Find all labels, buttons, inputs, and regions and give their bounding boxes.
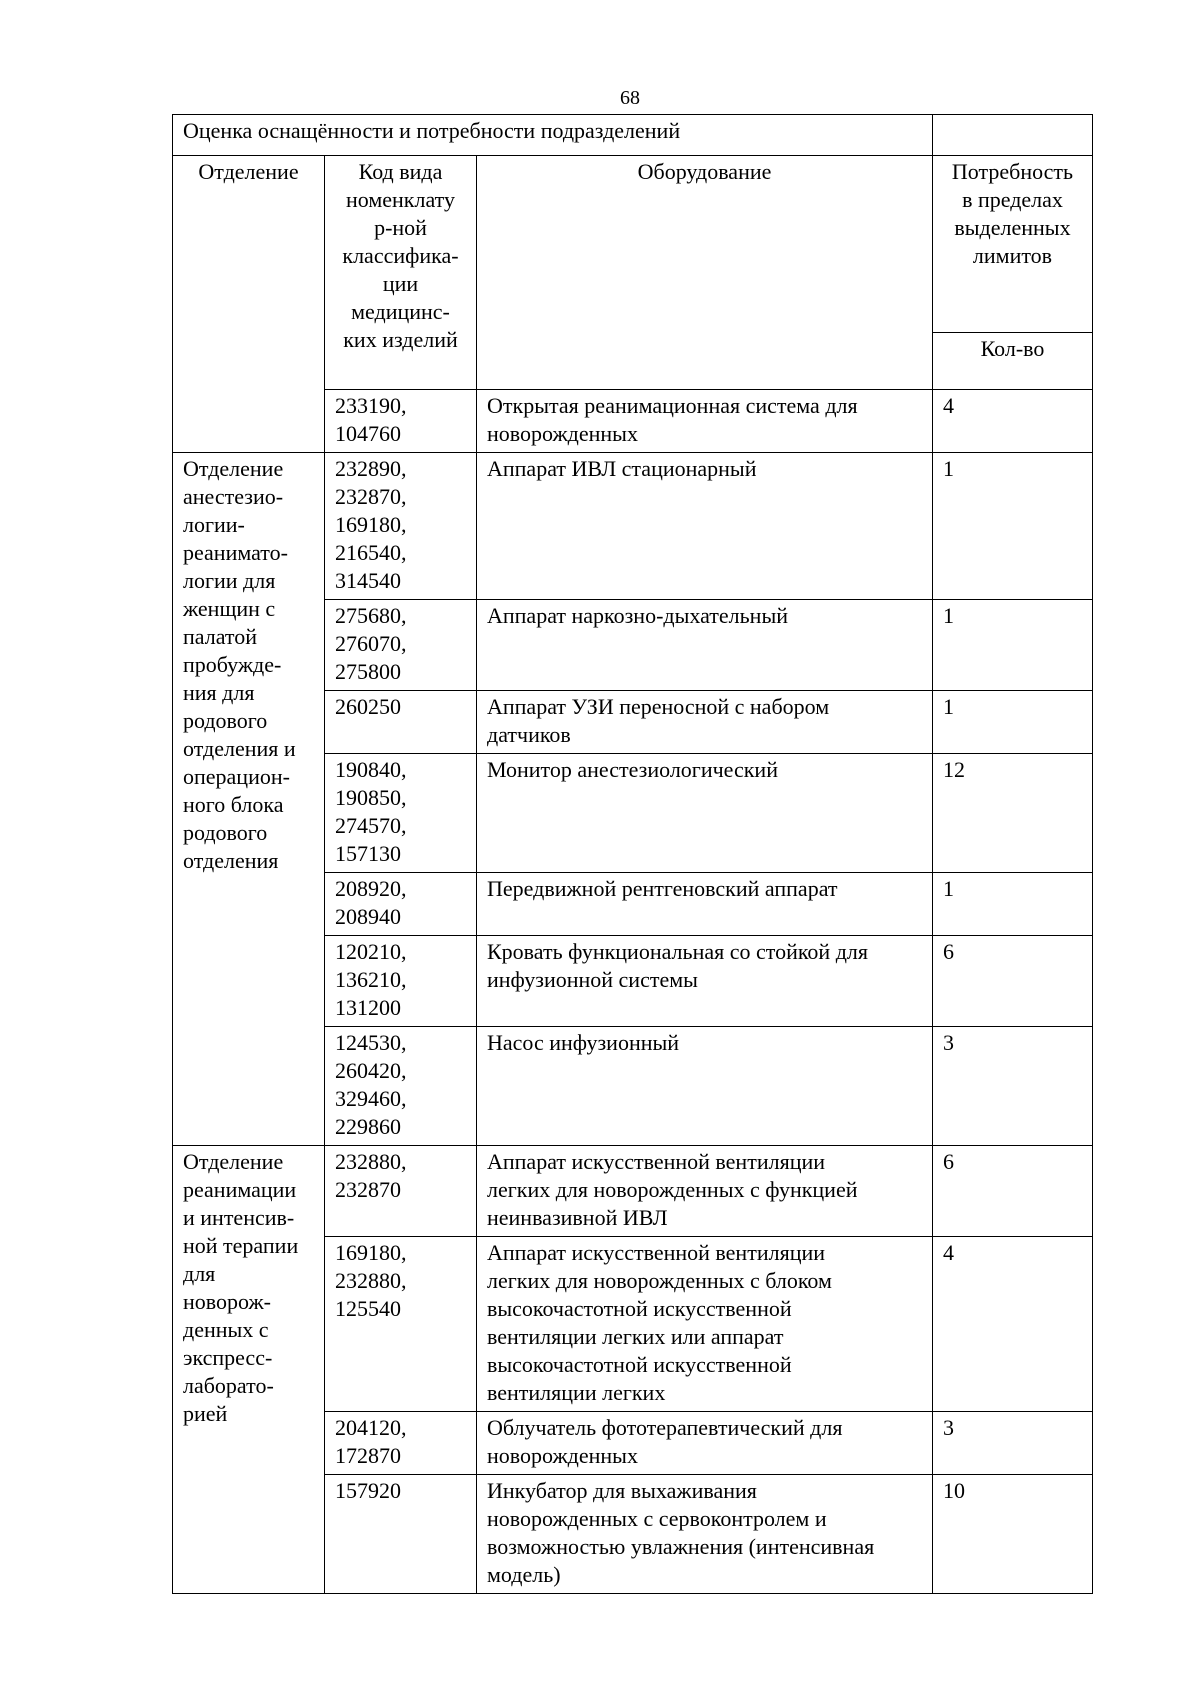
cell-line: 169180, (335, 1240, 407, 1265)
cell-line: новорожденных (487, 421, 638, 446)
cell-line: 232870 (335, 1177, 401, 1202)
equipment-cell (477, 754, 933, 873)
cell-line: высокочастотной искусственной (487, 1352, 792, 1377)
equipment-cell (477, 936, 933, 1027)
cell-line: выделенных (954, 215, 1071, 240)
table-row (173, 1146, 1093, 1237)
caption-row (173, 115, 1093, 156)
cell-line: 232890, (335, 456, 407, 481)
cell-line: денных с (183, 1317, 269, 1342)
cell-line: 274570, (335, 813, 407, 838)
cell-line: р-ной (374, 215, 427, 240)
cell-line: ной терапии (183, 1233, 299, 1258)
code-cell (325, 1237, 477, 1412)
code-cell (325, 754, 477, 873)
cell-line: в пределах (962, 187, 1063, 212)
code-cell (325, 873, 477, 936)
cell-line: Инкубатор для выхаживания (487, 1478, 757, 1503)
cell-line: 208940 (335, 904, 401, 929)
code-cell (325, 936, 477, 1027)
cell-line: Насос инфузионный (487, 1030, 680, 1055)
cell-line: 204120, (335, 1415, 407, 1440)
cell-line: 104760 (335, 421, 401, 446)
qty-cell: 1 (933, 453, 1093, 600)
code-cell (325, 691, 477, 754)
qty-cell: 1 (933, 600, 1093, 691)
cell-line: реанимации (183, 1177, 297, 1202)
cell-line: 136210, (335, 967, 407, 992)
qty-cell: 12 (933, 754, 1093, 873)
cell-line: логии для (183, 568, 276, 593)
cell-line: реанимато- (183, 540, 288, 565)
cell-line: и интенсив- (183, 1205, 295, 1230)
cell-line: инфузионной системы (487, 967, 698, 992)
cell-line: вентиляции легких или аппарат (487, 1324, 784, 1349)
cell-line: 172870 (335, 1443, 401, 1468)
cell-line: 275800 (335, 659, 401, 684)
equipment-cell (477, 873, 933, 936)
cell-line: новорожденных (487, 1443, 638, 1468)
cell-line: 276070, (335, 631, 407, 656)
cell-line: женщин с (183, 596, 276, 621)
cell-line: ких изделий (343, 327, 458, 352)
code-cell (325, 1475, 477, 1594)
qty-cell: 6 (933, 936, 1093, 1027)
cell-line: 329460, (335, 1086, 407, 1111)
cell-line: 125540 (335, 1296, 401, 1321)
cell-line: высокочастотной искусственной (487, 1296, 792, 1321)
cell-line: 216540, (335, 540, 407, 565)
cell-line: новорожденных с сервоконтролем и (487, 1506, 827, 1531)
cell-line: Кровать функциональная со стойкой для (487, 939, 868, 964)
qty-cell: 6 (933, 1146, 1093, 1237)
cell-line: 232870, (335, 484, 407, 509)
equipment-cell (477, 1412, 933, 1475)
cell-line: Аппарат наркозно-дыхательный (487, 603, 789, 628)
code-cell (325, 453, 477, 600)
cell-line: Отделение (183, 1149, 284, 1174)
cell-line: 229860 (335, 1114, 401, 1139)
cell-line: лимитов (972, 243, 1053, 268)
cell-line: 169180, (335, 512, 407, 537)
cell-line: отделения (183, 848, 279, 873)
department-cell (173, 1146, 325, 1594)
qty-cell: 1 (933, 691, 1093, 754)
code-cell (325, 1027, 477, 1146)
cell-line: легких для новорожденных с функцией (487, 1177, 858, 1202)
cell-line: 120210, (335, 939, 407, 964)
cell-line: номенклату (345, 187, 455, 212)
cell-line: датчиков (487, 722, 571, 747)
table-row (173, 453, 1093, 600)
cell-line: Аппарат УЗИ переносной с набором (487, 694, 830, 719)
cell-line: 190840, (335, 757, 407, 782)
cell-line: Код вида (358, 159, 443, 184)
cell-line: легких для новорожденных с блоком (487, 1268, 832, 1293)
cell-line: 124530, (335, 1030, 407, 1055)
cell-line: 260420, (335, 1058, 407, 1083)
cell-line: 314540 (335, 568, 401, 593)
table-body (173, 115, 1093, 1594)
cell-line: 208920, (335, 876, 407, 901)
cell-line: логии- (183, 512, 245, 537)
cell-line: вентиляции легких (487, 1380, 666, 1405)
cell-line: родового (183, 820, 268, 845)
equipment-cell (477, 691, 933, 754)
cell-line: неинвазивной ИВЛ (487, 1205, 668, 1230)
cell-line: Аппарат искусственной вентиляции (487, 1240, 826, 1265)
cell-line: пробужде- (183, 652, 282, 677)
code-cell (325, 390, 477, 453)
equipment-cell (477, 1146, 933, 1237)
cell-line: 131200 (335, 995, 401, 1020)
equipment-cell (477, 453, 933, 600)
cell-line: для (183, 1261, 216, 1286)
equipment-cell (477, 390, 933, 453)
department-cell (173, 453, 325, 1146)
qty-cell: 3 (933, 1412, 1093, 1475)
cell-line: 233190, (335, 393, 407, 418)
header-need (933, 156, 1093, 333)
cell-line: Отделение (183, 456, 284, 481)
code-cell (325, 1146, 477, 1237)
cell-line: медицинс- (351, 299, 450, 324)
cell-line: операцион- (183, 764, 290, 789)
qty-cell: 4 (933, 1237, 1093, 1412)
cell-line: отделения и (183, 736, 296, 761)
code-cell (325, 1412, 477, 1475)
cell-line: рией (183, 1401, 228, 1426)
equipment-table (172, 114, 1093, 1594)
header-code (325, 156, 477, 390)
equipment-cell (477, 600, 933, 691)
cell-line: Открытая реанимационная система для (487, 393, 858, 418)
header-row (173, 156, 1093, 333)
cell-line: 157920 (335, 1478, 401, 1503)
cell-line: ного блока (183, 792, 284, 817)
cell-line: экспресс- (183, 1345, 273, 1370)
cell-line: Передвижной рентгеновский аппарат (487, 876, 838, 901)
cell-line: возможностью увлажнения (интенсивная (487, 1534, 875, 1559)
cell-line: лаборато- (183, 1373, 274, 1398)
cell-line: модель) (487, 1562, 561, 1587)
cell-line: 275680, (335, 603, 407, 628)
qty-cell: 3 (933, 1027, 1093, 1146)
cell-line: родового (183, 708, 268, 733)
cell-line: Аппарат ИВЛ стационарный (487, 456, 757, 481)
page-number: 68 (620, 87, 640, 109)
cell-line: 190850, (335, 785, 407, 810)
qty-cell: 4 (933, 390, 1093, 453)
equipment-cell (477, 1237, 933, 1412)
cell-line: ции (382, 271, 419, 296)
cell-line: Монитор анестезиологический (487, 757, 778, 782)
equipment-cell (477, 1475, 933, 1594)
qty-cell: 1 (933, 873, 1093, 936)
header-equipment: Оборудование (477, 156, 933, 390)
cell-line: 157130 (335, 841, 401, 866)
qty-cell: 10 (933, 1475, 1093, 1594)
cell-line: 260250 (335, 694, 401, 719)
cell-line: новорож- (183, 1289, 271, 1314)
cell-line: ния для (183, 680, 255, 705)
table-caption: Оценка оснащённости и потребности подразделений (173, 115, 933, 156)
equipment-cell (477, 1027, 933, 1146)
cell-line: Облучатель фототерапевтический для (487, 1415, 843, 1440)
cell-line: Аппарат искусственной вентиляции (487, 1149, 826, 1174)
cell-line: 232880, (335, 1268, 407, 1293)
cell-line: классифика- (342, 243, 459, 268)
header-department: Отделение (173, 156, 325, 453)
caption-empty-cell (933, 115, 1093, 156)
code-cell (325, 600, 477, 691)
cell-line: Потребность (951, 159, 1074, 184)
header-qty: Кол-во (933, 333, 1093, 390)
cell-line: 232880, (335, 1149, 407, 1174)
cell-line: анестезио- (183, 484, 284, 509)
cell-line: палатой (183, 624, 258, 649)
